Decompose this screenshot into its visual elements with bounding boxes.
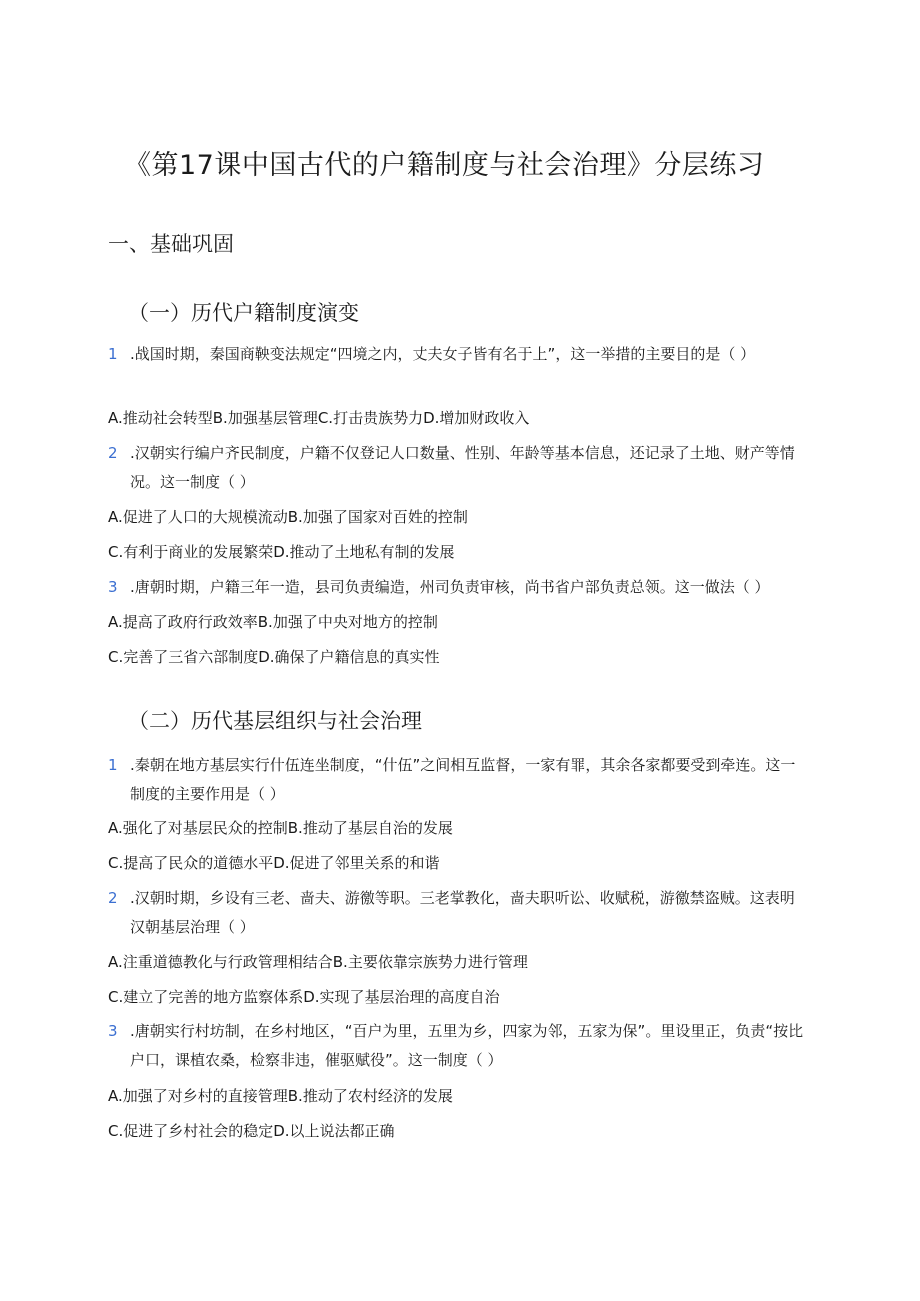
question-number: 2 [108, 444, 118, 462]
document-title: 《第17课中国古代的户籍制度与社会治理》分层练习 [124, 150, 765, 181]
question-options: C.建立了完善的地方监察体系D.实现了基层治理的高度自治 [108, 988, 500, 1006]
question-stem: .汉朝实行编户齐民制度，户籍不仅登记人口数量、性别、年龄等基本信息，还记录了土地、财产等情况。这一制度（ ） [130, 444, 795, 491]
question [108, 439, 808, 497]
question-options: A.注重道德教化与行政管理相结合B.主要依靠宗族势力进行管理 [108, 953, 528, 971]
question [108, 884, 808, 942]
question-options: C.完善了三省六部制度D.确保了户籍信息的真实性 [108, 648, 440, 666]
question [108, 340, 808, 369]
question-stem: .秦朝在地方基层实行什伍连坐制度，“什伍”之间相互监督，一家有罪，其余各家都要受到牵连。这一制度的主要作用是（ ） [130, 756, 796, 803]
question-options: A.提高了政府行政效率B.加强了中央对地方的控制 [108, 613, 438, 631]
question [108, 1017, 808, 1075]
question-stem: .汉朝时期，乡设有三老、啬夫、游徼等职。三老掌教化，啬夫职听讼、收赋税，游徼禁盗贼。这表明汉朝基层治理（ ） [130, 889, 795, 936]
question-options: A.加强了对乡村的直接管理B.推动了农村经济的发展 [108, 1087, 453, 1105]
question-stem: .唐朝时期，户籍三年一造，县司负责编造，州司负责审核，尚书省户部负责总领。这一做法（ ） [130, 578, 770, 596]
question-options: A.强化了对基层民众的控制B.推动了基层自治的发展 [108, 819, 453, 837]
question-options: C.促进了乡村社会的稳定D.以上说法都正确 [108, 1122, 395, 1140]
question-options: C.提高了民众的道德水平D.促进了邻里关系的和谐 [108, 854, 440, 872]
question-number: 2 [108, 889, 118, 907]
question-stem: .唐朝实行村坊制，在乡村地区，“百户为里，五里为乡，四家为邻，五家为保”。里设里正，负责“按比户口，课植农桑，检察非违，催驱赋役”。这一制度（ ） [130, 1022, 804, 1069]
question-number: 1 [108, 756, 118, 774]
question-number: 3 [108, 1022, 118, 1040]
question-options: A.促进了人口的大规模流动B.加强了国家对百姓的控制 [108, 508, 468, 526]
question-options: A.推动社会转型B.加强基层管理C.打击贵族势力D.增加财政收入 [108, 409, 530, 427]
question-stem: .战国时期，秦国商鞅变法规定“四境之内，丈夫女子皆有名于上”，这一举措的主要目的是（ ） [130, 345, 756, 363]
question-number: 1 [108, 345, 118, 363]
section-heading: 一、基础巩固 [108, 232, 234, 256]
question-number: 3 [108, 578, 118, 596]
question-options: C.有利于商业的发展繁荣D.推动了土地私有制的发展 [108, 543, 455, 561]
subsection-heading: （一）历代户籍制度演变 [128, 301, 359, 325]
question [108, 751, 808, 809]
subsection-heading: （二）历代基层组织与社会治理 [128, 709, 422, 733]
question [108, 573, 808, 602]
